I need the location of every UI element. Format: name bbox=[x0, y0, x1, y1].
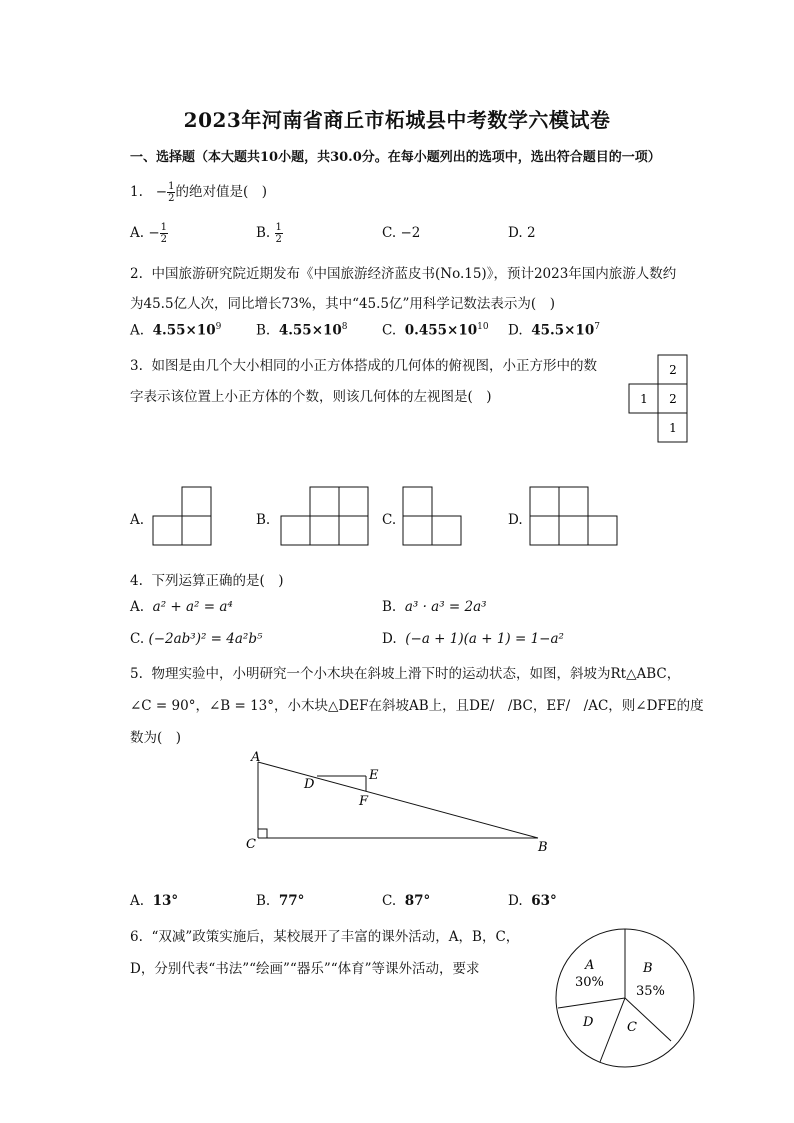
q1-option-d[interactable]: D. 2 bbox=[508, 225, 536, 241]
question-6-line-2: D，分别代表“书法”“绘画”“器乐”“体育”等课外活动，要求 bbox=[130, 961, 480, 977]
right-angle-mark bbox=[258, 829, 267, 838]
top-view-grid bbox=[628, 354, 690, 444]
pie-divider bbox=[558, 998, 625, 1008]
question-3-line-1: 3. 如图是由几个大小相同的小正方体搭成的几何体的俯视图，小正方形中的数 bbox=[130, 358, 597, 374]
q4-option-c[interactable]: C. (−2ab³)² = 4a²b⁵ bbox=[130, 631, 263, 647]
label-a: A bbox=[251, 750, 261, 765]
q3-option-d-figure[interactable] bbox=[529, 486, 621, 548]
pie-label-d: D bbox=[583, 1015, 594, 1030]
q2-option-c[interactable]: C. $0.455\times 10^{10}$ bbox=[382, 322, 489, 339]
label-f: F bbox=[359, 794, 369, 809]
question-1 bbox=[130, 180, 267, 204]
pie-chart bbox=[552, 925, 698, 1071]
q3-option-b-label[interactable]: B. bbox=[256, 512, 271, 528]
question-5-line-1: 5. 物理实验中，小明研究一个小木块在斜坡上滑下时的运动状态，如图，斜坡为Rt△ABC， bbox=[130, 666, 681, 682]
q2-option-a[interactable]: A. $4.55\times 10^9$ bbox=[130, 322, 222, 339]
side-ab bbox=[258, 762, 538, 838]
q2-option-b[interactable]: B. $4.55\times 10^8$ bbox=[256, 322, 348, 339]
label-c: C bbox=[246, 837, 256, 852]
q3-option-c-label[interactable]: C. bbox=[382, 512, 397, 528]
label-e: E bbox=[369, 768, 379, 783]
pie-divider bbox=[600, 998, 625, 1062]
q3-option-a-label[interactable]: A. bbox=[130, 512, 145, 528]
minus-sign: − bbox=[155, 184, 168, 200]
q3-option-d-label[interactable]: D. bbox=[508, 512, 523, 528]
q1-option-b[interactable]: B. $\frac{1}{2}$ bbox=[256, 222, 282, 245]
fraction: $\frac{1}{2}$ bbox=[168, 181, 175, 204]
q4-option-a[interactable]: A. a² + a² = a⁴ bbox=[130, 599, 233, 615]
question-5-line-2: ∠C = 90°，∠B = 13°，小木块△DEF在斜坡AB上，且DE/ /BC，EF/ /AC，则∠DFE的度 bbox=[130, 698, 704, 714]
grid-number: 1 bbox=[669, 421, 677, 435]
q5-option-a[interactable]: A. 13° bbox=[130, 893, 179, 909]
label-d: D bbox=[304, 777, 315, 792]
question-4: 4. 下列运算正确的是( ) bbox=[130, 573, 284, 589]
page-title: 2023年河南省商丘市柘城县中考数学六模试卷 bbox=[183, 108, 611, 132]
pie-label-a: A bbox=[585, 958, 595, 973]
q3-option-a-figure[interactable] bbox=[152, 486, 214, 548]
q2-option-d[interactable]: D. $45.5\times 10^7$ bbox=[508, 322, 600, 339]
section-header: 一、选择题（本大题共10小题，共30.0分。在每小题列出的选项中，选出符合题目的一项） bbox=[130, 150, 661, 165]
question-2-line-2: 为45.5亿人次，同比增长73%，其中“45.5亿”用科学记数法表示为( ) bbox=[130, 296, 555, 312]
q5-option-c[interactable]: C. 87° bbox=[382, 893, 431, 909]
question-6-line-1: 6. “双减”政策实施后，某校展开了丰富的课外活动，A，B，C， bbox=[130, 929, 520, 945]
grid-number: 1 bbox=[640, 392, 648, 406]
q3-option-b-figure[interactable] bbox=[280, 486, 372, 548]
question-3-line-2: 字表示该位置上小正方体的个数，则该几何体的左视图是( ) bbox=[130, 389, 492, 405]
label-b: B bbox=[538, 840, 548, 855]
grid-number: 2 bbox=[669, 363, 677, 377]
grid-number: 2 bbox=[669, 392, 677, 406]
question-5-line-3: 数为( ) bbox=[130, 730, 182, 746]
pie-pct-a: 30% bbox=[575, 975, 604, 990]
question-number: 1. bbox=[130, 184, 143, 200]
q3-option-c-figure[interactable] bbox=[402, 486, 464, 548]
question-text: 的绝对值是( ) bbox=[175, 184, 267, 200]
pie-pct-b: 35% bbox=[636, 984, 665, 999]
question-2-line-1: 2. 中国旅游研究院近期发布《中国旅游经济蓝皮书(No.15)》，预计2023年国内旅游人数约 bbox=[130, 266, 677, 282]
pie-label-c: C bbox=[627, 1020, 637, 1035]
q5-option-d[interactable]: D. 63° bbox=[508, 893, 557, 909]
q4-option-b[interactable]: B. a³ · a³ = 2a³ bbox=[382, 599, 487, 615]
pie-label-b: B bbox=[643, 961, 653, 976]
q5-option-b[interactable]: B. 77° bbox=[256, 893, 305, 909]
q1-option-c[interactable]: C. −2 bbox=[382, 225, 421, 241]
q1-option-a[interactable]: A. − $\frac{1}{2}$ bbox=[130, 222, 168, 245]
triangle-figure bbox=[240, 748, 560, 860]
q4-option-d[interactable]: D. (−a + 1)(a + 1) = 1−a² bbox=[382, 631, 564, 647]
